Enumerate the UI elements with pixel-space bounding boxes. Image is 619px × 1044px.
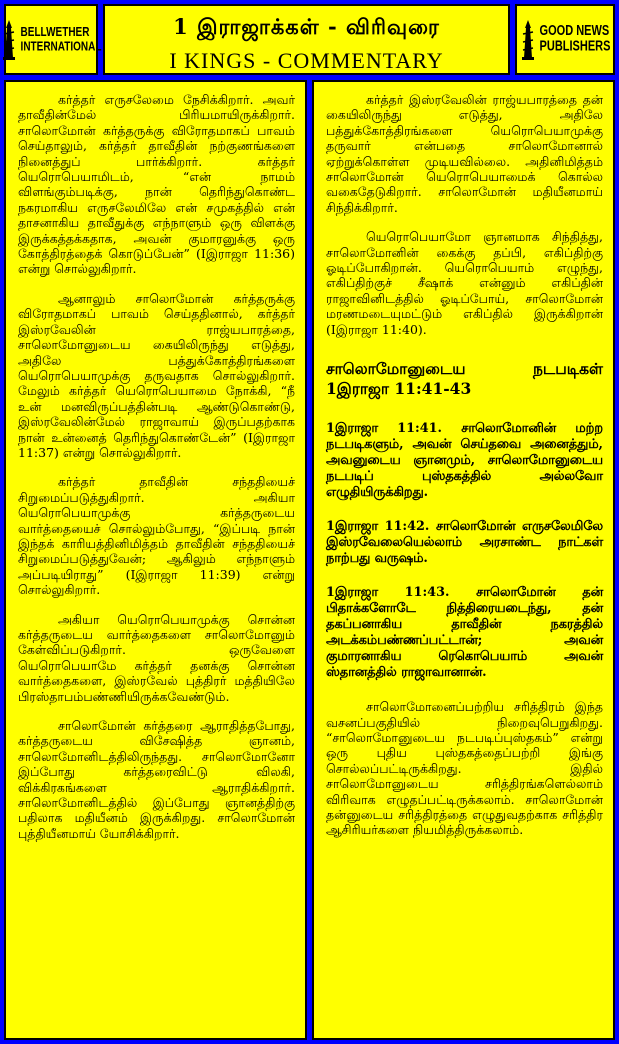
- verse-text: 1இராஜா 11:43. சாலொமோன் தன் பிதாக்களோடே நித்திரையடைந்து, தன் தகப்பனாகிய தாவீதின் நகரத்தில் அடக்கம்பண்ணப்பட்டான்; அவன் குமாரனாகிய ரெகொபெயாம் அவன் ஸ்தானத்தில் ராஜாவானான்.: [326, 585, 603, 681]
- paragraph: அகியா யெரொபெயாமுக்கு சொன்ன கர்த்தருடைய வார்த்தைகளை சாலொமோனும் கேள்விப்படுகிறார். ஒருவேளை யெரொபெயாமே கர்த்தர் தனக்கு சொன்ன வார்த்தைகளை, இஸ்ரவேல் புத்திரர் மத்தியிலே பிரஸ்தாபம்பண்ணியிருக்கவேண்டும்.: [18, 611, 295, 704]
- logo-left-line2: INTERNATIONAL: [20, 39, 102, 54]
- paragraph: சாலொமோனைப்பற்றிய சரித்திரம் இந்த வசனப்பகுதியில் நிறைவுபெறுகிறது. “சாலொமோனுடைய நடபடிப்புஸ்தகம்” என்று ஒரு புதிய புஸ்தகத்தைப்பற்றி இங்கு சொல்லப்பட்டிருக்கிறது. இதில் சாலொமோனுடைய சரித்திரங்களெல்லாம் விரிவாக எழுதப்பட்டிருக்கலாம். சாலொமோன் தன்னுடைய சரித்திரத்தை எழுதுவதற்காக சரித்திர ஆசிரியர்களை நியமித்திருக்கலாம்.: [326, 699, 603, 838]
- tower-icon: [1, 20, 17, 60]
- left-column: [4, 80, 307, 1040]
- verse-text: 1இராஜா 11:41. சாலொமோனின் மற்ற நடபடிகளும், அவன் செய்தவை அனைத்தும், அவனுடைய ஞானமும், சாலொமோனுடைய நடபடிப் புஸ்தகத்தில் அல்லவோ எழுதியிருக்கிறது.: [326, 421, 603, 501]
- page-title-english: I KINGS - COMMENTARY: [169, 48, 444, 73]
- logo-left-line1: BELLWETHER: [20, 25, 90, 40]
- verse-text: 1இராஜா 11:42. சாலொமோன் எருசலேமிலே இஸ்ரவேலையெல்லாம் அரசாண்ட நாட்கள் நாற்பது வருஷம்.: [326, 519, 603, 567]
- page-title-banner: [103, 4, 510, 75]
- paragraph: கர்த்தர் எருசலேமை நேசிக்கிறார். அவர் தாவீதின்மேல் பிரியமாயிருக்கிறார். சாலொமோன் கர்த்தருக்கு விரோதமாகப் பாவம் செய்தாலும், கர்த்தர் தாவீதின் நற்குணங்களை நினைத்துப் பார்க்கிறார். கர்த்தர் யெரொபெயாமிடம், “என் நாமம் விளங்கும்படிக்கு, நான் தெரிந்துகொண்ட நகரமாகிய எருசலேமிலே என் சமுகத்தில் என் தாசனாகிய தாவீதுக்கு எந்நாளும் ஒரு விளக்கு இருக்கத்தக்கதாக, அவன் குமாரனுக்கு ஒரு கோத்திரத்தைக் கொடுப்பேன்” (Iஇராஜா 11:36) என்று சொல்லுகிறார்.: [18, 92, 295, 277]
- bellwether-logo: [4, 4, 102, 75]
- tower-icon: [520, 20, 536, 60]
- page-title-tamil: 1 இராஜாக்கள் - விரிவுரை: [173, 14, 440, 39]
- good-news-logo: [515, 4, 615, 75]
- paragraph: கர்த்தர் தாவீதின் சந்ததியைச் சிறுமைப்படுத்துகிறார். அகியா யெரொபெயாமுக்கு கர்த்தருடைய வார்த்தையைச் சொல்லும்போது, “இப்படி நான் இந்தக் காரியத்தினிமித்தம் தாவீதின் சந்ததியைச் சிறுமைப்படுத்துவேன்; ஆகிலும் எந்நாளும் அப்படியிராது” (Iஇராஜா 11:39) என்று சொல்லுகிறார்.: [18, 474, 295, 598]
- right-column: [312, 80, 615, 1040]
- paragraph: கர்த்தர் இஸ்ரவேலின் ராஜ்யபாரத்தை தன் கையிலிருந்து எடுத்து, அதிலே பத்துக்கோத்திரங்களை யெரொபெயாமுக்கு தருவார் என்பதை சாலொமோனால் ஏற்றுக்கொள்ள முடியவில்லை. அதினிமித்தம் சாலொமோன் யெரொபெயாமைக் கொல்ல வகைதேடுகிறார். சாலொமோன் மதியீனமாய் சிந்திக்கிறார்.: [326, 92, 603, 215]
- logo-right-line1: GOOD NEWS: [539, 23, 610, 40]
- logo-right-line2: PUBLISHERS: [539, 39, 611, 56]
- paragraph: சாலொமோன் கர்த்தரை ஆராதித்தபோது, கர்த்தருடைய விசேஷித்த ஞானம், சாலொமோனிடத்திலிருந்தது. சாலொமோனோ இப்போது கர்த்தரைவிட்டு விலகி, விக்கிரகங்களை ஆராதிக்கிறார். சாலொமோனிடத்தில் இப்போது ஞானத்திற்கு பதிலாக மதியீனம் இருக்கிறது. சாலொமோன் புத்தியீனமாய் யோசிக்கிறார்.: [18, 718, 295, 841]
- section-heading: சாலொமோனுடைய நடபடிகள் 1இராஜா 11:41-43: [326, 359, 603, 399]
- paragraph: யெரொபெயாமோ ஞானமாக சிந்தித்து, சாலொமோனின் கைக்கு தப்பி, எகிப்திற்கு ஓடிப்போகிறான். யெரொபெயாம் எழுந்து, எகிப்திற்குச் சீஷாக் என்னும் எகிப்தின் ராஜாவினிடத்தில் ஓடிப்போய், சாலொமோன் மரணமடையுமட்டும் எகிப்தில் இருக்கிறான் (Iஇராஜா 11:40).: [326, 229, 603, 337]
- paragraph: ஆனாலும் சாலொமோன் கர்த்தருக்கு விரோதமாகப் பாவம் செய்ததினால், கர்த்தர் இஸ்ரவேலின் ராஜ்யபாரத்தை, சாலொமோனுடைய கையிலிருந்து எடுத்து, அதிலே பத்துக்கோத்திரங்களை யெரொபெயாமுக்கு தருவதாக சொல்லுகிறார். மேலும் கர்த்தர் யெரொபெயாமை நோக்கி, “நீ உன் மனவிருப்பத்தின்படி ஆண்டுகொண்டு, இஸ்ரவேலின்மேல் ராஜாவாய் இருப்பதற்காக நான் உன்னைத் தெரிந்துகொண்டேன்” (Iஇராஜா 11:37) என்று சொல்லுகிறார்.: [18, 290, 295, 460]
